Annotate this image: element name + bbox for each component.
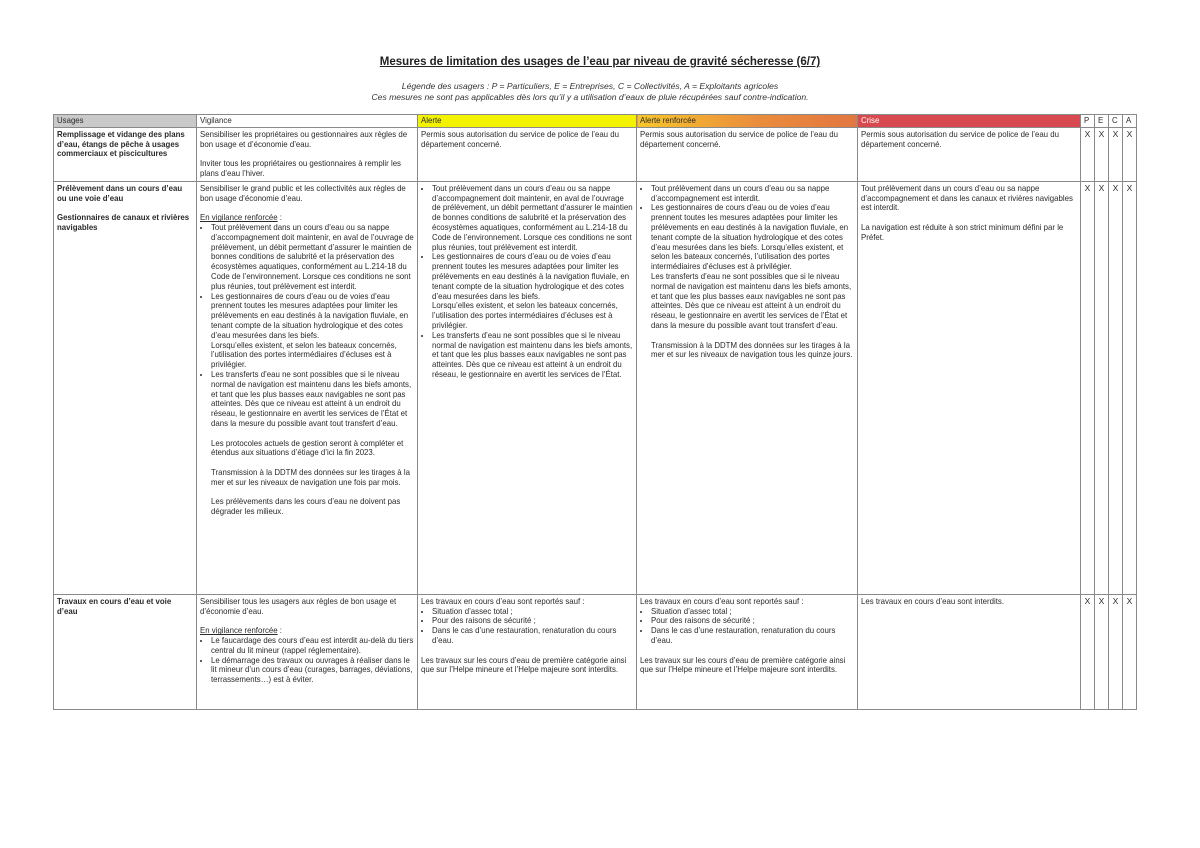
e-mark: X — [1095, 181, 1109, 594]
reinforced-label-colon: : — [277, 626, 282, 636]
cell-text: Permis sous autorisation du service de police de l’eau du département concerné. — [861, 129, 1059, 149]
list-item: • Tout prélèvement dans un cours d’eau ou sa nappe d’accompagnement doit maintenir, en aval de l’ouvrage de prélèvement, un débit permettant d’assurer le maintien de bonnes conditions de salubrité et la préservation des écosystèmes aquatiques, conformément au L.214-18 du Code de l’environnement. Lorsque ces conditions ne sont plus réunies, tout prélèvement est interdit. — [432, 184, 633, 253]
list-item: • Dans le cas d’une restauration, renaturation du cours d’eau. — [651, 626, 854, 646]
legend-users: Légende des usagers : P = Particuliers, E = Entreprises, C = Collectivités, A = Exploitants agricoles — [401, 81, 779, 91]
list-item: • Les gestionnaires de cours d’eau ou de voies d’eau prennent toutes les mesures adaptées pour limiter les prélèvements en eau destinés à la navigation fluviale, en tenant compte de la situation hydrologique et des cotes d’eau mesurées dans les biefs. — [432, 252, 633, 301]
cell-text: Permis sous autorisation du service de police de l’eau du département concerné. — [421, 129, 619, 149]
vigilance-cell — [197, 594, 418, 709]
e-mark: X — [1095, 594, 1109, 709]
usage-cell — [54, 127, 197, 181]
cell-text: Tout prélèvement dans un cours d’eau ou sa nappe d’accompagnement et dans les canaux et rivières navigables est interdit. — [861, 183, 1073, 213]
p-mark: X — [1081, 594, 1095, 709]
col-p: P — [1081, 115, 1095, 128]
list-item: • Situation d’assec total ; — [432, 607, 633, 617]
alerte-renforcee-cell — [637, 181, 858, 594]
c-mark: X — [1109, 181, 1123, 594]
crise-cell — [858, 127, 1081, 181]
alerte-cell — [418, 181, 637, 594]
usage-title: Remplissage et vidange des plans d’eau, étangs de pêche à usages commerciaux et piscicultures — [57, 129, 185, 159]
col-crise: Crise — [858, 115, 1081, 128]
list-item: • Les transferts d’eau ne sont possibles que si le niveau normal de navigation est maintenu dans les biefs amonts, et tant que les plus basses eaux navigables ne sont pas atteintes. Dès que ce niveau est atteint à un endroit du réseau, le gestionnaire en avertit les services de l’État et dans la mesure du possible avant tout transfert d’eau. — [211, 370, 414, 429]
list-item: • Le démarrage des travaux ou ouvrages à réaliser dans le lit mineur d’un cours d’eau (curages, barrages, déviations, terrassements…) est à éviter. — [211, 656, 414, 685]
usage-cell — [54, 181, 197, 594]
usage-subtitle: Gestionnaires de canaux et rivières navigables — [57, 213, 190, 232]
vigilance-cell — [197, 127, 418, 181]
cell-text: Sensibiliser les propriétaires ou gestionnaires aux règles de bon usage et d’économie d’eau. — [200, 129, 408, 149]
a-mark: X — [1123, 127, 1137, 181]
col-alerte-renforcee: Alerte renforcée — [637, 115, 858, 128]
bullet-list — [640, 607, 854, 646]
vigilance-cell — [197, 181, 418, 594]
bullet-list — [200, 636, 414, 685]
bullet-list — [200, 223, 414, 341]
col-usages: Usages — [54, 115, 197, 128]
header-row — [54, 115, 1137, 128]
crise-cell — [858, 594, 1081, 709]
col-a: A — [1123, 115, 1137, 128]
alerte-renforcee-cell — [637, 594, 858, 709]
list-item: • Le faucardage des cours d’eau est interdit au-delà du tiers central du lit mineur (rappel réglementaire). — [211, 636, 414, 656]
legend-note: Ces mesures ne sont pas applicables dès lors qu’il y a utilisation d’eaux de pluie récupérées sauf contre-indication. — [371, 92, 809, 102]
list-item: • Dans le cas d’une restauration, renaturation du cours d’eau. — [432, 626, 633, 646]
cell-text: Sensibiliser tous les usagers aux règles de bon usage et d’économie d’eau. — [200, 596, 397, 616]
list-item: • Situation d’assec total ; — [651, 607, 854, 617]
reinforced-label-text: En vigilance renforcée — [200, 626, 278, 636]
list-item: • Les gestionnaires de cours d’eau ou de voies d’eau prennent toutes les mesures adaptées pour limiter les prélèvements en eau destinés à la navigation fluviale, en tenant compte de la situation hydrologique et des cotes d’eau mesurées dans les biefs. — [211, 292, 414, 341]
cell-text: Les travaux sur les cours d’eau de première catégorie ainsi que sur l’Helpe mineure et l’Helpe majeure sont interdits. — [421, 655, 627, 675]
cell-text: Les prélèvements dans les cours d’eau ne doivent pas dégrader les milieux. — [211, 497, 401, 517]
cell-text: Les travaux en cours d’eau sont reportés sauf : — [640, 596, 804, 606]
table-row — [54, 594, 1137, 709]
cell-text: Inviter tous les propriétaires ou gestionnaires à remplir les plans d’eau l’hiver. — [200, 159, 401, 178]
list-item: • Tout prélèvement dans un cours d’eau ou sa nappe d’accompagnement doit maintenir, en aval de l’ouvrage de prélèvement, un débit permettant d’assurer le maintien de bonnes conditions de salubrité et la préservation des écosystèmes aquatiques, conformément au L.214-18 du Code de l’environnement. Lorsque ces conditions ne sont plus réunies, tout prélèvement est interdit. — [211, 223, 414, 292]
bullet-list — [200, 370, 414, 429]
col-e: E — [1095, 115, 1109, 128]
a-mark: X — [1123, 594, 1137, 709]
page-title: Mesures de limitation des usages de l’eau par niveau de gravité sécheresse (6/7) — [379, 56, 821, 68]
cell-text: Les travaux en cours d’eau sont interdits. — [861, 596, 1005, 606]
a-mark: X — [1123, 181, 1137, 594]
list-item: • Les gestionnaires de cours d’eau ou de voies d’eau prennent toutes les mesures adaptées pour limiter les prélèvements en eau destinés à la navigation fluviale, en tenant compte de la situation hydrologique et des cotes d’eau mesurées dans les biefs. Lorsqu’elles existent, et selon les bateaux concernés, l’utilisation des portes intermédiaires d’écluses est à privilégier. — [651, 203, 854, 272]
usage-title: Prélèvement dans un cours d’eau ou une voie d’eau — [57, 183, 183, 203]
table-row — [54, 127, 1137, 181]
cell-text: Les travaux sur les cours d’eau de première catégorie ainsi que sur l’Helpe mineure et l’Helpe majeure sont interdits. — [640, 655, 846, 675]
legend — [0, 81, 1180, 103]
list-item: • Pour des raisons de sécurité ; — [651, 616, 854, 626]
cell-text: Permis sous autorisation du service de police de l’eau du département concerné. — [640, 129, 838, 149]
bullet-list — [640, 184, 854, 272]
table-row — [54, 181, 1137, 594]
measures-table — [53, 114, 1137, 710]
p-mark: X — [1081, 127, 1095, 181]
cell-text: Lorsqu’elles existent, et selon les bateaux concernés, l’utilisation des portes intermédiaires d’écluses est à privilégier. — [211, 340, 397, 370]
cell-text: Les travaux en cours d’eau sont reportés sauf : — [421, 596, 585, 606]
bullet-list — [421, 331, 633, 380]
col-vigilance: Vigilance — [197, 115, 418, 128]
alerte-cell — [418, 127, 637, 181]
col-alerte: Alerte — [418, 115, 637, 128]
alerte-cell — [418, 594, 637, 709]
list-item: • Pour des raisons de sécurité ; — [432, 616, 633, 626]
crise-cell — [858, 181, 1081, 594]
p-mark: X — [1081, 181, 1095, 594]
alerte-renforcee-cell — [637, 127, 858, 181]
reinforced-label — [200, 626, 414, 636]
reinforced-label-text: En vigilance renforcée — [200, 213, 278, 223]
cell-text: Sensibiliser le grand public et les collectivités aux règles de bon usage d’économie d’eau. — [200, 183, 406, 203]
cell-text: Transmission à la DDTM des données sur les tirages à la mer et sur les niveaux de navigation une fois par mois. — [211, 467, 410, 487]
list-item: • Tout prélèvement dans un cours d’eau ou sa nappe d’accompagnement est interdit. — [651, 184, 854, 204]
reinforced-label-colon: : — [277, 213, 282, 223]
cell-text: Les transferts d’eau ne sont possibles que si le niveau normal de navigation est maintenu dans les biefs amonts, et tant que les plus basses eaux navigables ne sont pas atteintes. Dès que ce niveau est atteint à un endroit du réseau, le gestionnaire en avertit les services de l’État et dans la mesure du possible avant tout transfert d’eau. — [651, 271, 852, 330]
e-mark: X — [1095, 127, 1109, 181]
cell-text: Transmission à la DDTM des données sur les tirages à la mer et sur les niveaux de navigation tous les quinze jours. — [651, 340, 853, 360]
list-item: • Les transferts d’eau ne sont possibles que si le niveau normal de navigation est maintenu dans les biefs amonts, et tant que les plus basses eaux navigables ne sont pas atteintes. Dès que ce niveau est atteint à un endroit du réseau, le gestionnaire en avertit les services de l’État. — [432, 331, 633, 380]
usage-cell — [54, 594, 197, 709]
c-mark: X — [1109, 127, 1123, 181]
usage-title: Travaux en cours d’eau et voie d’eau — [57, 596, 172, 616]
bullet-list — [421, 607, 633, 646]
cell-text: Lorsqu’elles existent, et selon les bateaux concernés, l’utilisation des portes intermédiaires d’écluses est à privilégier. — [432, 301, 618, 330]
bullet-list — [421, 184, 633, 302]
col-c: C — [1109, 115, 1123, 128]
c-mark: X — [1109, 594, 1123, 709]
cell-text: La navigation est réduite à son strict minimum défini par le Préfet. — [861, 222, 1064, 242]
reinforced-label — [200, 213, 414, 223]
cell-text: Les protocoles actuels de gestion seront à compléter et étendus aux situations d’étiage d’ici la fin 2023. — [211, 438, 404, 458]
